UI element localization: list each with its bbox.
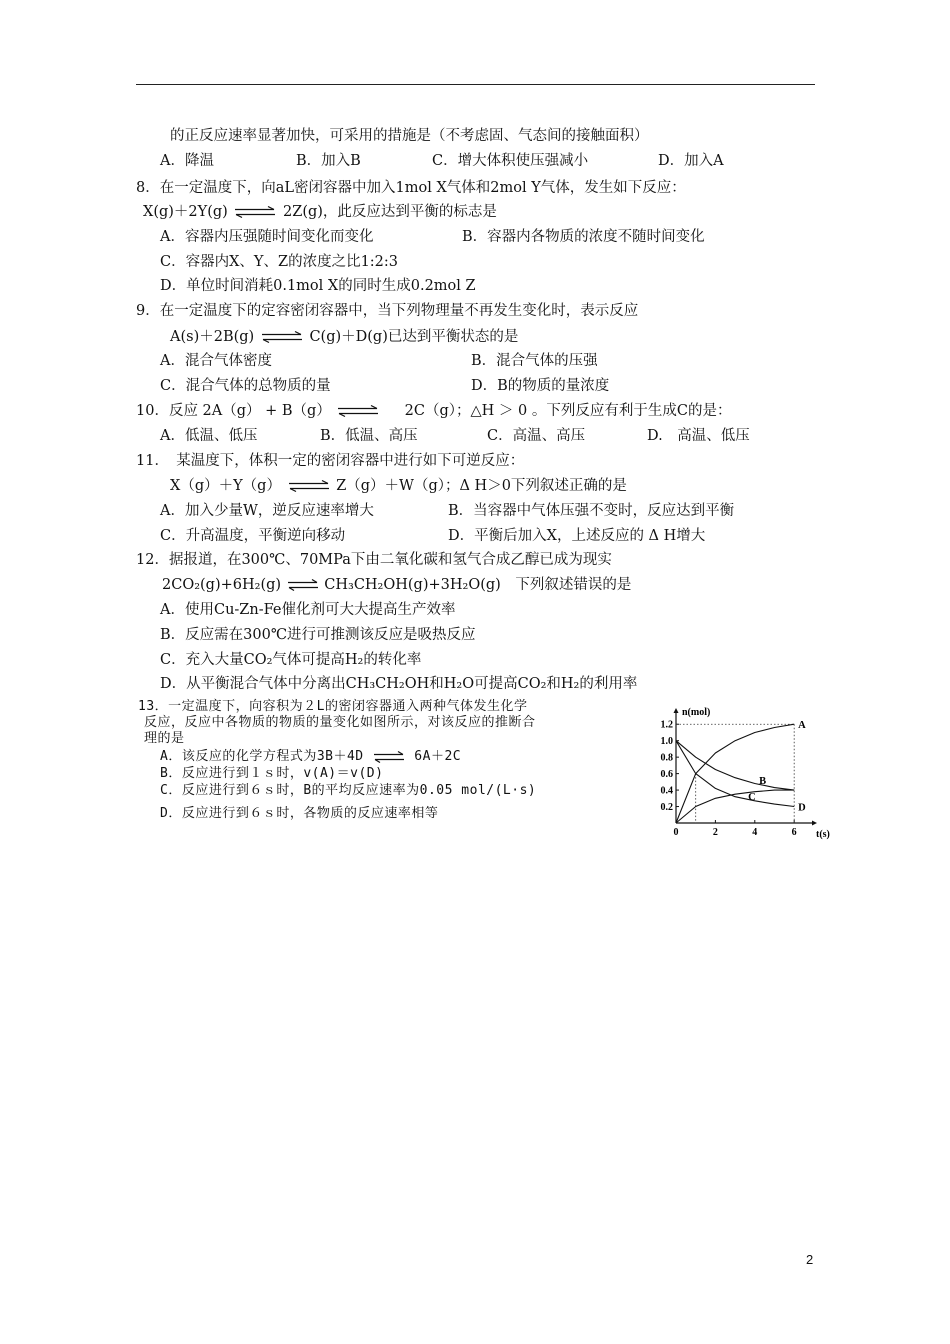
- q9-eq-left: A(s)＋2B(g): [170, 329, 255, 345]
- equilibrium-arrow-icon: [232, 206, 278, 218]
- x-tick-label: 4: [752, 827, 758, 838]
- q10-stem-right: 2C（g）；△H ＞ 0 。下列反应有利于生成C的是：: [404, 403, 732, 419]
- page-number: 2: [806, 1252, 814, 1267]
- equilibrium-arrow-icon: [286, 579, 320, 591]
- q8-option-a: A．容器内压强随时间变化而变化: [160, 229, 374, 245]
- q8-option-c: C．容器内X、Y、Z的浓度之比1:2:3: [160, 254, 399, 270]
- graph-curves: [676, 724, 794, 823]
- q7-option-a: A．降温: [160, 153, 214, 169]
- q11-option-d: D．平衡后加入X，上述反应的 Δ H增大: [448, 528, 706, 544]
- q10-stem: [136, 402, 731, 420]
- q7-option-b: B．加入B: [296, 153, 361, 169]
- q9-option-b: B．混合气体的压强: [471, 353, 598, 369]
- series-b-label: B: [759, 776, 767, 788]
- q8-eq-left: X(g)＋2Y(g): [143, 204, 228, 220]
- x-tick-label: 2: [712, 827, 718, 838]
- q8-stem: 8．在一定温度下，向aL密闭容器中加入1mol X气体和2mol Y气体，发生如下反应：: [136, 180, 686, 196]
- q9-equation: [170, 328, 518, 346]
- q12-stem: 12．据报道，在300℃、70MPa下由二氧化碳和氢气合成乙醇已成为现实: [136, 552, 612, 568]
- q11-eq-left: X（g）＋Y（g）: [170, 478, 281, 494]
- q13-option-b: B．反应进行到１ｓ时，v(A)＝v(D): [160, 766, 384, 781]
- y-tick-label: 1.0: [660, 736, 673, 748]
- q13-stem-line2: 反应，反应中各物质的物质的量变化如图所示，对该反应的推断合: [144, 715, 536, 730]
- y-tick-label: 0.2: [660, 802, 673, 814]
- q13-option-a: [160, 748, 461, 766]
- y-tick-label: 0.4: [660, 785, 673, 797]
- y-tick-label: 0.8: [660, 752, 673, 764]
- y-axis-label: n(mol): [682, 707, 711, 718]
- graph-axes: [674, 708, 818, 826]
- q12-option-d: D．从平衡混合气体中分离出CH₃CH₂OH和H₂O可提高CO₂和H₂的利用率: [160, 676, 638, 692]
- q8-option-b: B．容器内各物质的浓度不随时间变化: [462, 229, 705, 245]
- y-tick-label: 1.2: [660, 719, 673, 731]
- q11-stem: 11． 某温度下，体积一定的密闭容器中进行如下可逆反应：: [136, 453, 525, 469]
- equilibrium-arrow-icon: [259, 331, 305, 343]
- q8-option-d: D．单位时间消耗0.1mol X的同时生成0.2mol Z: [160, 278, 476, 294]
- q9-eq-right: C(g)＋D(g)已达到平衡状态的是: [309, 329, 519, 345]
- q10-stem-left: 10．反应 2A（g） + B（g）: [136, 403, 331, 419]
- q12-equation: [162, 576, 631, 594]
- equilibrium-arrow-icon: [335, 405, 381, 417]
- q12-option-a: A．使用Cu-Zn-Fe催化剂可大大提高生产效率: [160, 602, 456, 618]
- series-d-label: D: [798, 802, 806, 814]
- q13-graph: [656, 707, 830, 840]
- q9-option-c: C．混合气体的总物质的量: [160, 378, 331, 394]
- header-rule: [136, 84, 815, 85]
- q7-option-d: D．加入A: [658, 153, 724, 169]
- q11-option-a: A．加入少量W，逆反应速率增大: [160, 503, 374, 519]
- q7-option-c: C．增大体积使压强减小: [432, 153, 589, 169]
- q12-eq-left: 2CO₂(g)+6H₂(g): [162, 577, 282, 593]
- y-tick-label: 0.6: [660, 769, 673, 781]
- series-a-label: A: [798, 720, 806, 732]
- q13-stem-line1: 13．一定温度下，向容积为２L的密闭容器通入两种气体发生化学: [138, 699, 528, 714]
- q13-option-c: C．反应进行到６ｓ时，B的平均反应速率为0.05 mol/(L·s): [160, 783, 537, 798]
- equilibrium-arrow-icon: [286, 480, 332, 492]
- x-axis-label: t(s): [816, 829, 830, 840]
- q13-option-d: D．反应进行到６ｓ时，各物质的反应速率相等: [160, 806, 439, 821]
- q10-option-b: B．低温、高压: [320, 428, 418, 444]
- q8-equation: [143, 203, 497, 221]
- equilibrium-arrow-icon: [372, 751, 406, 763]
- q9-stem: 9．在一定温度下的定容密闭容器中，当下列物理量不再发生变化时，表示反应: [136, 303, 639, 319]
- q11-option-c: C．升高温度，平衡逆向移动: [160, 528, 346, 544]
- q9-option-a: A．混合气体密度: [160, 353, 272, 369]
- series-b-line: [676, 741, 794, 790]
- q7-stem: 的正反应速率显著加快，可采用的措施是（不考虑固、气态间的接触面积）: [170, 128, 649, 144]
- q9-option-d: D．B的物质的量浓度: [471, 378, 610, 394]
- graph-labels: [661, 707, 830, 840]
- q11-equation: [170, 477, 627, 495]
- q10-option-a: A．低温、低压: [160, 428, 258, 444]
- y-axis-arrow-icon: [674, 708, 679, 713]
- series-c-label: C: [748, 792, 756, 804]
- q12-option-b: B．反应需在300℃进行可推测该反应是吸热反应: [160, 627, 476, 643]
- q12-option-c: C．充入大量CO₂气体可提高H₂的转化率: [160, 652, 422, 668]
- x-axis-arrow-icon: [812, 821, 817, 826]
- q13-option-a-left: A．该反应的化学方程式为3B＋4D: [160, 749, 364, 764]
- q13-stem-line3: 理的是: [144, 731, 185, 746]
- series-c-line: [676, 790, 794, 823]
- q8-eq-right: 2Z(g)，此反应达到平衡的标志是: [283, 204, 497, 220]
- q12-eq-right: CH₃CH₂OH(g)+3H₂O(g) 下列叙述错误的是: [324, 577, 632, 593]
- q11-option-b: B．当容器中气体压强不变时，反应达到平衡: [448, 503, 735, 519]
- x-tick-label: 6: [791, 827, 797, 838]
- q10-option-c: C．高温、高压: [487, 428, 586, 444]
- x-tick-label: 0: [673, 827, 679, 838]
- q11-eq-right: Z（g）＋W（g）；Δ H＞0下列叙述正确的是: [336, 478, 627, 494]
- q13-option-a-right: 6A＋2C: [414, 749, 462, 764]
- q10-option-d: D. 高温、低压: [647, 428, 750, 444]
- series-d-line: [676, 741, 794, 807]
